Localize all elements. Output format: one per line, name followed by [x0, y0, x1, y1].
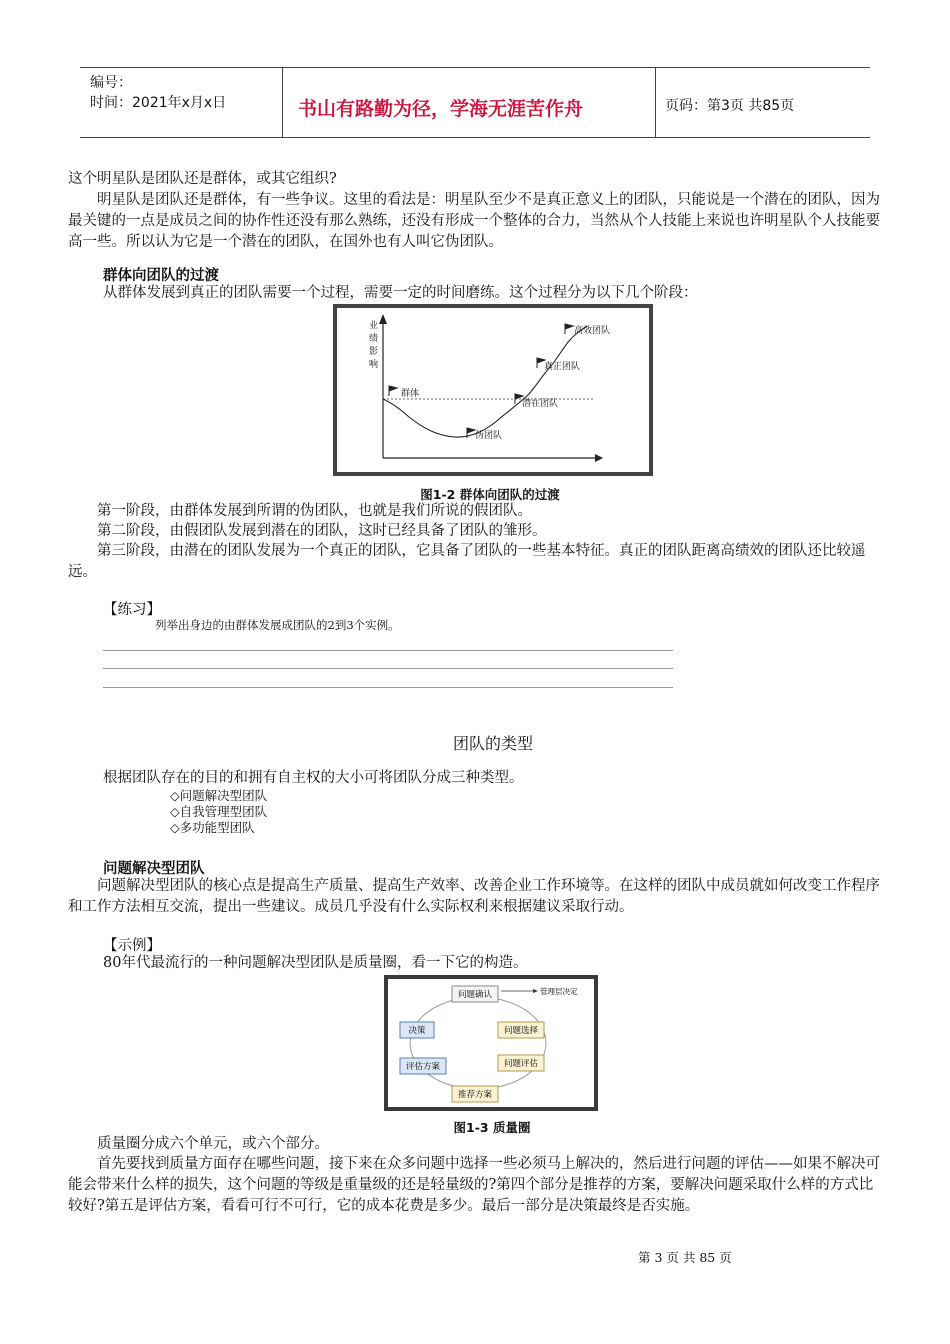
- stage-label: 潜在团队: [522, 399, 559, 409]
- transition-chart: [337, 308, 649, 472]
- figure-quality-circle: [384, 975, 598, 1111]
- cycle-ring: [410, 997, 546, 1089]
- stage-label: 群体: [401, 389, 420, 399]
- stage-1: 第一阶段，由群体发展到所谓的伪团队，也就是我们所说的假团队。: [97, 503, 532, 519]
- page-footer: 第 3 页 共 85 页: [638, 1250, 732, 1265]
- example-summary: 质量圈分成六个单元，或六个部分。: [97, 1136, 329, 1152]
- stage-3: 第三阶段，由潜在的团队发展为一个真正的团队，它具备了团队的一些基本特征。真正的团队距离高绩效的团队还比较遥远。: [68, 543, 866, 580]
- node-box: [400, 1022, 434, 1038]
- stage-label: 高效团队: [574, 326, 611, 336]
- date-label: 时间：2021年x月x日: [90, 95, 227, 111]
- answer-line: [103, 687, 673, 688]
- doc-number-label: 编号：: [90, 75, 132, 91]
- svg-text:问题确认: 问题确认: [457, 990, 493, 1000]
- intro-question: 这个明星队是团队还是群体，或其它组织?: [68, 171, 337, 187]
- example-detail: 首先要找到质量方面存在哪些问题，接下来在众多问题中选择一些必须马上解决的，然后进行问题的评估——如果不解决可能会带来什么样的损失，这个问题的等级是重量级的还是轻量级的?第四个部分是推荐的方案，要解决问题采取什么样的方式比较好?第五是评估方案，看看可行不可行，它的成本花费是多少。最后一部分是决策最终是否实施。: [68, 1156, 880, 1214]
- node-box: [452, 986, 498, 1002]
- y-axis-label: 业: [369, 321, 379, 331]
- answer-line: [103, 668, 673, 669]
- svg-text:评估方案: 评估方案: [405, 1062, 441, 1072]
- example-text: 80年代最流行的一种问题解决型团队是质量圈，看一下它的构造。: [103, 955, 528, 971]
- flag-icon: [389, 386, 397, 396]
- figure-caption: 图1-2 群体向团队的过渡: [420, 487, 560, 502]
- node-box: [452, 1086, 498, 1102]
- problem-solving-text: 问题解决型团队的核心点是提高生产质量、提高生产效率、改善企业工作环境等。在这样的团队中成员就如何改变工作程序和工作方法相互交流，提出一些建议。成员几乎没有什么实际权利来根据建议采取行动。: [68, 878, 880, 915]
- y-axis-label: 影: [369, 347, 379, 357]
- exercise-prompt: 列举出身边的由群体发展成团队的2到3个实例。: [155, 618, 400, 632]
- svg-text:问题选择: 问题选择: [503, 1026, 539, 1036]
- types-intro: 根据团队存在的目的和拥有自主权的大小可将团队分成三种类型。: [103, 770, 524, 786]
- list-item: ◇多功能型团队: [170, 820, 255, 835]
- stage-2: 第二阶段，由假团队发展到潜在的团队，这时已经具备了团队的雏形。: [97, 523, 547, 539]
- y-axis-arrow: [379, 314, 387, 324]
- performance-curve: [383, 326, 587, 437]
- node-box: [498, 1022, 544, 1038]
- motto: 书山有路勤为径，学海无涯苦作舟: [298, 98, 584, 120]
- arrow-head: [533, 989, 538, 993]
- header-divider: [282, 68, 283, 137]
- type-list: [170, 788, 267, 836]
- exercise-title: 【练习】: [103, 602, 161, 618]
- y-axis-label: 响: [369, 360, 379, 370]
- flag-icon: [565, 324, 573, 334]
- stage-label: 伪团队: [475, 431, 503, 441]
- section-heading: 群体向团队的过渡: [103, 268, 219, 284]
- list-item: ◇问题解决型团队: [170, 788, 268, 803]
- answer-line: [103, 650, 673, 651]
- node-box: [498, 1055, 544, 1071]
- x-axis-arrow: [595, 454, 603, 462]
- figure-caption: 图1-3 质量圈: [453, 1120, 531, 1135]
- section-heading: 问题解决型团队: [103, 861, 205, 877]
- list-item: ◇自我管理型团队: [170, 804, 268, 819]
- stage-label: 真正团队: [544, 362, 581, 372]
- intro-answer: 明星队是团队还是群体，有一些争议。这里的看法是：明星队至少不是真正意义上的团队，只能说是一个潜在的团队，因为最关键的一点是成员之间的协作性还没有那么熟练，还没有形成一个整体的合力，当然从个人技能上来说也许明星队个人技能要高一些。所以认为它是一个潜在的团队，在国外也有人叫它伪团队。: [68, 192, 880, 250]
- svg-text:决策: 决策: [408, 1026, 426, 1036]
- header-divider: [655, 68, 656, 137]
- svg-text:推荐方案: 推荐方案: [457, 1090, 493, 1100]
- node-box: [400, 1058, 446, 1074]
- page-header: [80, 67, 870, 138]
- section-title: 团队的类型: [452, 734, 533, 753]
- page-indicator: 页码：第3页 共85页: [665, 98, 795, 114]
- example-title: 【示例】: [103, 938, 161, 954]
- quality-circle-diagram: [388, 979, 594, 1107]
- diagram-note: 管理层决定: [540, 987, 578, 996]
- figure-transition: [333, 304, 653, 476]
- svg-text:问题评估: 问题评估: [503, 1059, 539, 1069]
- y-axis-label: 绩: [369, 334, 379, 344]
- transition-intro: 从群体发展到真正的团队需要一个过程，需要一定的时间磨练。这个过程分为以下几个阶段：: [103, 285, 698, 301]
